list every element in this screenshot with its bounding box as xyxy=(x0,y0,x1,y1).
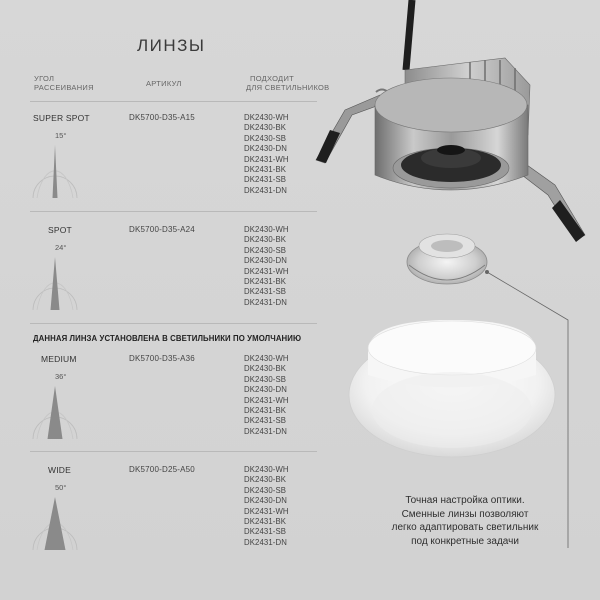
lens-name: SPOT xyxy=(48,225,72,235)
header-fits-line2: ДЛЯ СВЕТИЛЬНИКОВ xyxy=(246,83,330,92)
fixture-item: DK2430-BK xyxy=(244,123,287,133)
lens-angle: 36° xyxy=(55,372,67,381)
caption-line: Точная настройка оптики. xyxy=(405,495,525,506)
lens-fixture-list xyxy=(244,354,289,437)
fixture-item: DK2430-SB xyxy=(244,485,287,495)
power-cable xyxy=(406,0,412,70)
fixture-item: DK2431-SB xyxy=(244,287,287,297)
fixture-item: DK2430-DN xyxy=(244,496,287,506)
lens-fixture-list xyxy=(244,465,289,548)
beam-angle-icon xyxy=(32,493,78,551)
fixture-item: DK2431-WH xyxy=(244,506,289,516)
lens-name: WIDE xyxy=(48,465,71,475)
default-lens-note: ДАННАЯ ЛИНЗА УСТАНОВЛЕНА В СВЕТИЛЬНИКИ ПО УМОЛЧАНИЮ xyxy=(33,334,302,343)
header-article-label: АРТИКУЛ xyxy=(146,79,182,88)
header-article xyxy=(146,79,182,88)
fixture-item: DK2431-DN xyxy=(244,426,287,436)
divider xyxy=(30,451,317,452)
beam-angle-icon xyxy=(32,141,78,199)
header-angle-line2: РАССЕИВАНИЯ xyxy=(34,83,94,92)
fixture-item: DK2431-WH xyxy=(244,266,289,276)
fixture-item: DK2430-DN xyxy=(244,144,287,154)
lens-article: DK5700-D35-A15 xyxy=(129,113,195,122)
white-bezel xyxy=(349,320,555,457)
fixture-item: DK2431-SB xyxy=(244,175,287,185)
fixture-item: DK2431-BK xyxy=(244,165,287,175)
beam-angle-icon xyxy=(32,382,78,440)
fixture-item: DK2430-WH xyxy=(244,354,289,363)
divider xyxy=(30,323,317,324)
caption-line: легко адаптировать светильник xyxy=(391,522,539,533)
beam-angle-icon xyxy=(32,253,78,311)
lens-name: MEDIUM xyxy=(41,354,77,364)
fixture-item: DK2431-SB xyxy=(244,527,287,537)
feature-caption xyxy=(360,494,570,548)
fixture-item: DK2430-BK xyxy=(244,235,287,245)
divider xyxy=(30,101,317,102)
fixture-item: DK2431-DN xyxy=(244,537,287,547)
lens-name: SUPER SPOT xyxy=(33,113,90,123)
header-angle-line1: УГОЛ xyxy=(34,74,55,83)
fixture-item: DK2431-BK xyxy=(244,277,287,287)
fixture-item: DK2430-SB xyxy=(244,133,287,143)
lens-article: DK5700-D25-A50 xyxy=(129,465,195,474)
divider xyxy=(30,211,317,212)
fixture-item: DK2430-WH xyxy=(244,225,289,234)
lens-fixture-list xyxy=(244,225,289,308)
header-angle xyxy=(34,74,94,92)
fixture-item: DK2430-SB xyxy=(244,374,287,384)
fixture-item: DK2431-DN xyxy=(244,185,287,195)
lens-article: DK5700-D35-A24 xyxy=(129,225,195,234)
page-title: ЛИНЗЫ xyxy=(137,36,206,55)
caption-line: Сменные линзы позволяют xyxy=(401,508,529,520)
fixture-item: DK2430-WH xyxy=(244,465,289,474)
lens-angle: 24° xyxy=(55,243,67,252)
fixture-item: DK2430-SB xyxy=(244,245,287,255)
fixture-item: DK2430-DN xyxy=(244,256,287,266)
fixture-item: DK2431-WH xyxy=(244,395,289,405)
lens-fixture-list xyxy=(244,113,289,196)
fixture-item: DK2431-DN xyxy=(244,297,287,307)
fixture-item: DK2431-WH xyxy=(244,154,289,164)
fixture-item: DK2430-WH xyxy=(244,113,289,122)
lens-article: DK5700-D35-A36 xyxy=(129,354,195,363)
caption-line: под конкретные задачи xyxy=(411,535,519,547)
fixture-item: DK2430-BK xyxy=(244,475,287,485)
lens-angle: 15° xyxy=(55,131,67,140)
fixture-item: DK2431-SB xyxy=(244,416,287,426)
fixture-item: DK2430-BK xyxy=(244,364,287,374)
lens-angle: 50° xyxy=(55,483,67,492)
fixture-item: DK2431-BK xyxy=(244,517,287,527)
fixture-item: DK2430-DN xyxy=(244,385,287,395)
fixture-item: DK2431-BK xyxy=(244,406,287,416)
header-fits-line1: ПОДХОДИТ xyxy=(250,74,295,83)
lens-element xyxy=(407,234,487,284)
